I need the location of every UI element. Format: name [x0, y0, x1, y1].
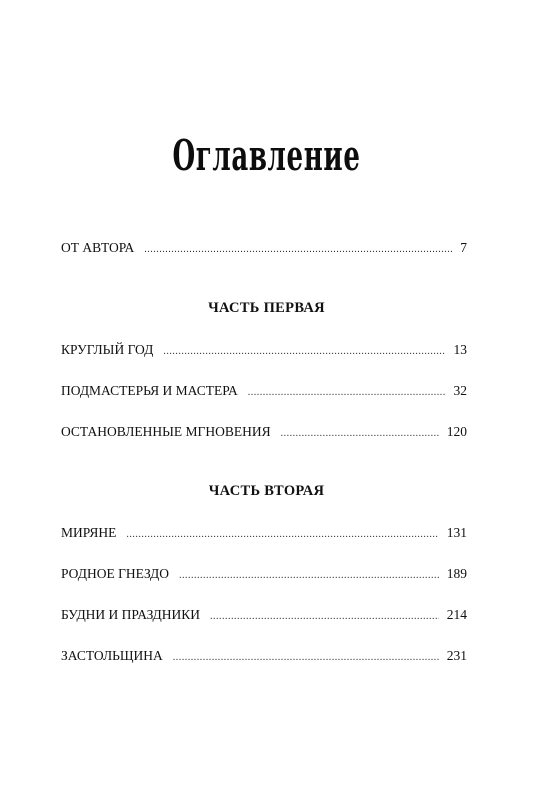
dot-leader: [173, 647, 439, 667]
toc-entry-part2-1[interactable]: [61, 523, 467, 543]
toc-entry-part1-1[interactable]: [61, 340, 467, 360]
toc-entry-label: ЗАСТОЛЬЩИНА: [61, 648, 163, 663]
toc-entry-label: ПОДМАСТЕРЬЯ И МАСТЕРА: [61, 383, 238, 398]
toc-entry-label: ОСТАНОВЛЕННЫЕ МГНОВЕНИЯ: [61, 424, 271, 439]
toc-entry-part2-4[interactable]: [61, 646, 467, 666]
toc-entry-intro[interactable]: [61, 238, 467, 258]
part-two-heading: ЧАСТЬ ВТОРАЯ: [208, 483, 325, 499]
toc-entry-label: РОДНОЕ ГНЕЗДО: [61, 566, 169, 581]
dot-leader: [126, 524, 438, 544]
toc-entry-page: 214: [446, 607, 467, 622]
toc-entry-page: 7: [460, 240, 467, 255]
toc-entry-page: 231: [446, 648, 467, 663]
dot-leader: [281, 423, 439, 443]
toc-entry-part2-2[interactable]: [61, 564, 467, 584]
toc-entry-label: КРУГЛЫЙ ГОД: [61, 342, 154, 357]
toc-entry-label: БУДНИ И ПРАЗДНИКИ: [61, 607, 201, 622]
page-title: Оглавление: [172, 131, 361, 180]
toc-entry-page: 32: [453, 383, 467, 398]
dot-leader: [248, 382, 446, 402]
toc-entry-part1-3[interactable]: [61, 422, 467, 442]
dot-leader: [179, 565, 439, 585]
toc-entry-part2-3[interactable]: [61, 605, 467, 625]
toc-entry-page: 189: [446, 566, 467, 581]
part-one-heading: ЧАСТЬ ПЕРВАЯ: [208, 300, 325, 316]
toc-entry-part1-2[interactable]: [61, 381, 467, 401]
dot-leader: [163, 341, 445, 361]
dot-leader: [144, 239, 452, 259]
toc-entry-label: ОТ АВТОРА: [61, 240, 135, 255]
dot-leader: [210, 606, 439, 626]
toc-entry-page: 120: [446, 424, 467, 439]
toc-entry-page: 13: [453, 342, 467, 357]
toc-entry-label: МИРЯНЕ: [61, 525, 117, 540]
toc-entry-page: 131: [446, 525, 467, 540]
